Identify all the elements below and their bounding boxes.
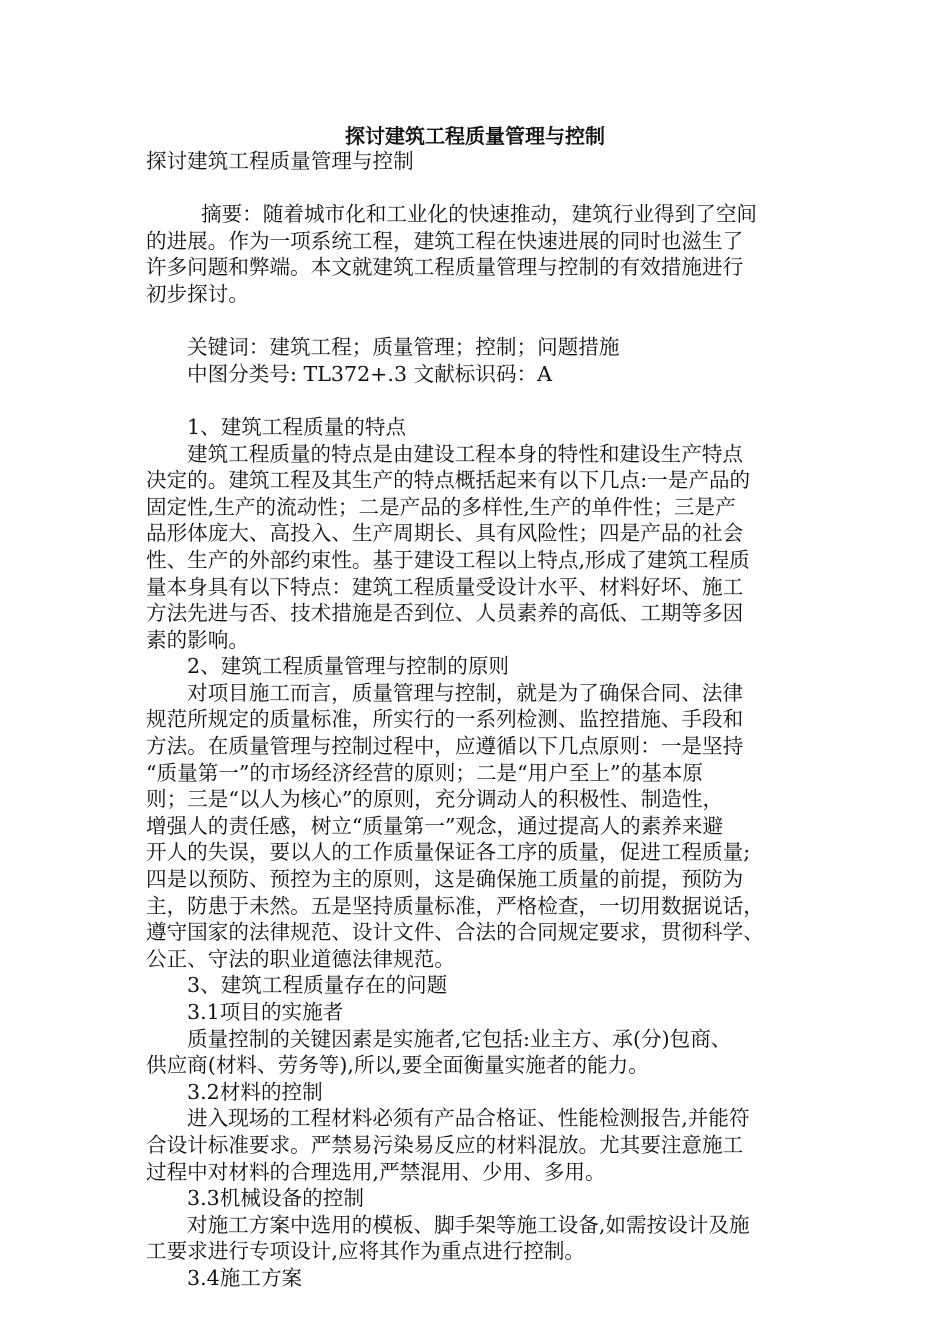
paragraph-line: 决定的。建筑工程及其生产的特点概括起来有以下几点:一是产品的 bbox=[146, 468, 751, 493]
paragraph-line: 品形体庞大、高投入、生产周期长、具有风险性；四是产品的社会 bbox=[146, 521, 744, 546]
paragraph-line: 过程中对材料的合理选用,严禁混用、少用、多用。 bbox=[146, 1159, 606, 1184]
subsection-heading: 3.1项目的实施者 bbox=[187, 1000, 344, 1024]
section-heading: 3、建筑工程质量存在的问题 bbox=[187, 973, 448, 998]
paragraph-line: 工要求进行专项设计,应将其作为重点进行控制。 bbox=[146, 1239, 586, 1264]
paragraph-line: 性、生产的外部约束性。基于建设工程以上特点,形成了建筑工程质 bbox=[146, 547, 750, 572]
paragraph-line: 供应商(材料、劳务等),所以,要全面衡量实施者的能力。 bbox=[146, 1053, 649, 1078]
paragraph-line: 遵守国家的法律规范、设计文件、合法的合同规定要求，贯彻科学、 bbox=[146, 920, 764, 945]
abstract-line: 摘要：随着城市化和工业化的快速推动，建筑行业得到了空间 bbox=[201, 202, 758, 227]
subsection-heading: 3.2材料的控制 bbox=[187, 1079, 323, 1104]
abstract-line: 许多问题和弊端。本文就建筑工程质量管理与控制的有效措施进行 bbox=[146, 255, 744, 280]
spacer bbox=[146, 308, 808, 335]
paragraph-line: 对项目施工而言，质量管理与控制，就是为了确保合同、法律 bbox=[187, 680, 744, 705]
classification: 中图分类号: TL372+.3 文献标识码：A bbox=[187, 361, 553, 386]
paragraph-line: 质量控制的关键因素是实施者,它包括:业主方、承(分)包商、 bbox=[187, 1026, 732, 1051]
paragraph-line: 则；三是“以人为核心”的原则，充分调动人的积极性、制造性， bbox=[146, 787, 724, 812]
paragraph-line: 公正、守法的职业道德法律规范。 bbox=[146, 946, 455, 971]
paragraph-line: 固定性,生产的流动性；二是产品的多样性,生产的单件性；三是产 bbox=[146, 494, 736, 519]
paragraph-line: “质量第一”的市场经济经营的原则；二是“用户至上”的基本原 bbox=[146, 760, 703, 785]
paragraph-line: 四是以预防、预控为主的原则，这是确保施工质量的前提，预防为 bbox=[146, 867, 744, 892]
paragraph-line: 建筑工程质量的特点是由建设工程本身的特性和建设生产特点 bbox=[187, 441, 744, 466]
abstract-line: 的进展。作为一项系统工程，建筑工程在快速进展的同时也滋生了 bbox=[146, 228, 744, 253]
keywords: 关键词：建筑工程；质量管理；控制；问题措施 bbox=[187, 335, 620, 360]
spacer bbox=[146, 387, 808, 414]
subsection-heading: 3.4施工方案 bbox=[187, 1265, 303, 1290]
paragraph-line: 开人的失误，要以人的工作质量保证各工序的质量，促进工程质量; bbox=[146, 840, 751, 865]
abstract-line: 初步探讨。 bbox=[146, 281, 249, 306]
document-title: 探讨建筑工程质量管理与控制 bbox=[345, 124, 605, 148]
document-body bbox=[146, 148, 808, 1292]
spacer bbox=[146, 175, 808, 202]
section-heading: 2、建筑工程质量管理与控制的原则 bbox=[187, 654, 510, 679]
paragraph-line: 量本身具有以下特点：建筑工程质量受设计水平、材料好坏、施工 bbox=[146, 574, 744, 599]
paragraph-line: 增强人的责任感，树立“质量第一”观念，通过提高人的素养来避 bbox=[146, 813, 724, 838]
paragraph-line: 方法先进与否、技术措施是否到位、人员素养的高低、工期等多因 bbox=[146, 601, 744, 626]
section-heading: 1、建筑工程质量的特点 bbox=[187, 414, 407, 439]
paragraph-line: 规范所规定的质量标准，所实行的一系列检测、监控措施、手段和 bbox=[146, 707, 744, 732]
paragraph-line: 合设计标准要求。严禁易污染易反应的材料混放。尤其要注意施工 bbox=[146, 1132, 744, 1157]
paragraph-line: 对施工方案中选用的模板、脚手架等施工设备,如需按设计及施 bbox=[187, 1212, 750, 1237]
paragraph-line: 素的影响。 bbox=[146, 627, 249, 652]
subsection-heading: 3.3机械设备的控制 bbox=[187, 1186, 364, 1211]
paragraph-line: 主，防患于未然。五是坚持质量标准，严格检查，一切用数据说话， bbox=[146, 893, 764, 918]
paragraph-line: 方法。在质量管理与控制过程中，应遵循以下几点原则：一是坚持 bbox=[146, 734, 744, 759]
paragraph-line: 进入现场的工程材料必须有产品合格证、性能检测报告,并能符 bbox=[187, 1106, 750, 1131]
document-subtitle: 探讨建筑工程质量管理与控制 bbox=[146, 149, 414, 173]
